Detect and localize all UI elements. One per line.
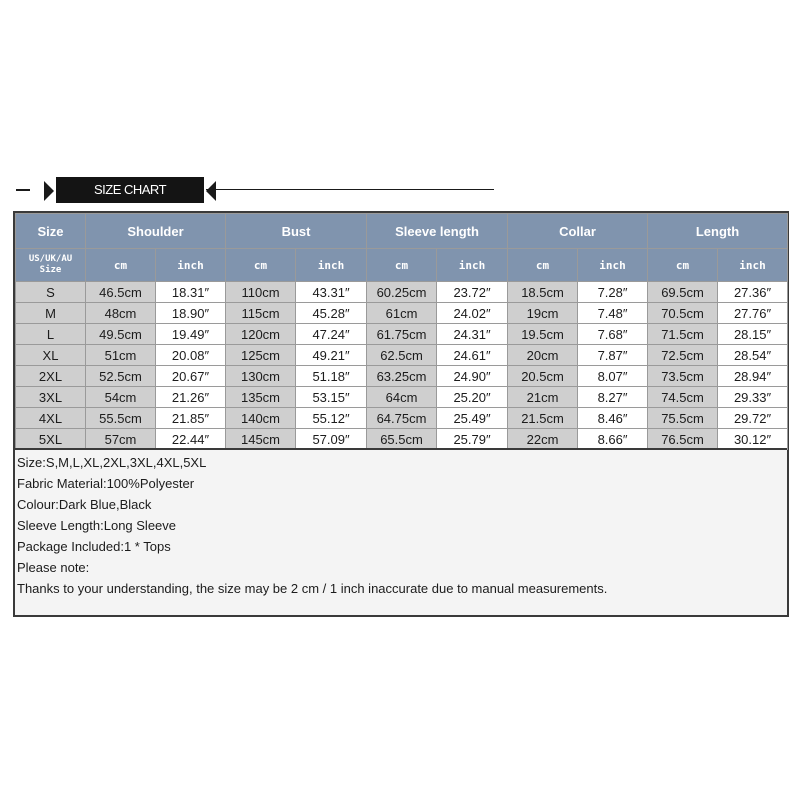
measurement-cell: 25.49″ <box>437 408 508 429</box>
measurement-cell: 19.49″ <box>156 324 226 345</box>
measurement-cell: 55.12″ <box>296 408 367 429</box>
unit-inch: inch <box>437 249 508 282</box>
table-unit-row <box>16 249 788 282</box>
measurement-cell: 24.31″ <box>437 324 508 345</box>
measurement-cell: 64cm <box>367 387 437 408</box>
unit-inch: inch <box>718 249 788 282</box>
measurement-cell: 18.31″ <box>156 282 226 303</box>
header-collar: Collar <box>508 214 648 249</box>
measurement-cell: 52.5cm <box>86 366 156 387</box>
unit-inch: inch <box>296 249 367 282</box>
note-line: Colour:Dark Blue,Black <box>17 497 152 512</box>
header-size-region: US/UK/AU Size <box>16 249 86 282</box>
note-line: Sleeve Length:Long Sleeve <box>17 518 177 533</box>
unit-inch: inch <box>156 249 226 282</box>
measurement-cell: 145cm <box>226 429 296 450</box>
measurement-cell: 57.09″ <box>296 429 367 450</box>
banner-arrow-left-icon <box>44 181 54 201</box>
header-length: Length <box>648 214 788 249</box>
measurement-cell: 53.15″ <box>296 387 367 408</box>
table-row <box>16 345 788 366</box>
note-line: Fabric Material:100%Polyester <box>17 476 195 491</box>
table-row <box>16 429 788 450</box>
measurement-cell: 72.5cm <box>648 345 718 366</box>
table-row <box>16 324 788 345</box>
measurement-cell: 64.75cm <box>367 408 437 429</box>
measurement-cell: 115cm <box>226 303 296 324</box>
measurement-cell: 70.5cm <box>648 303 718 324</box>
measurement-cell: 18.90″ <box>156 303 226 324</box>
table-body <box>16 282 788 450</box>
measurement-cell: 28.54″ <box>718 345 788 366</box>
measurement-cell: 25.20″ <box>437 387 508 408</box>
measurement-cell: 62.5cm <box>367 345 437 366</box>
measurement-cell: 28.94″ <box>718 366 788 387</box>
header-shoulder: Shoulder <box>86 214 226 249</box>
measurement-cell: 18.5cm <box>508 282 578 303</box>
note-line: Thanks to your understanding, the size may be 2 cm / 1 inch inaccurate due to manual measurements. <box>17 581 608 596</box>
unit-inch: inch <box>578 249 648 282</box>
measurement-cell: 7.28″ <box>578 282 648 303</box>
measurement-cell: 19.5cm <box>508 324 578 345</box>
measurement-cell: 23.72″ <box>437 282 508 303</box>
note-line: Package Included:1 * Tops <box>17 539 171 554</box>
measurement-cell: 61cm <box>367 303 437 324</box>
banner-title: SIZE CHART <box>56 177 204 203</box>
measurement-cell: 24.90″ <box>437 366 508 387</box>
size-label-cell: 4XL <box>16 408 86 429</box>
measurement-cell: 28.15″ <box>718 324 788 345</box>
unit-cm: cm <box>508 249 578 282</box>
unit-cm: cm <box>648 249 718 282</box>
measurement-cell: 21cm <box>508 387 578 408</box>
size-label-cell: S <box>16 282 86 303</box>
measurement-cell: 63.25cm <box>367 366 437 387</box>
banner-arrow-right-icon <box>206 181 216 201</box>
measurement-cell: 20.5cm <box>508 366 578 387</box>
measurement-cell: 8.07″ <box>578 366 648 387</box>
measurement-cell: 24.02″ <box>437 303 508 324</box>
measurement-cell: 135cm <box>226 387 296 408</box>
measurement-cell: 130cm <box>226 366 296 387</box>
measurement-cell: 19cm <box>508 303 578 324</box>
measurement-cell: 7.68″ <box>578 324 648 345</box>
measurement-cell: 21.85″ <box>156 408 226 429</box>
measurement-cell: 60.25cm <box>367 282 437 303</box>
table-row <box>16 387 788 408</box>
measurement-cell: 69.5cm <box>648 282 718 303</box>
measurement-cell: 49.5cm <box>86 324 156 345</box>
measurement-cell: 29.33″ <box>718 387 788 408</box>
measurement-cell: 30.12″ <box>718 429 788 450</box>
banner-rule <box>206 189 494 190</box>
unit-cm: cm <box>226 249 296 282</box>
measurement-cell: 7.87″ <box>578 345 648 366</box>
measurement-cell: 48cm <box>86 303 156 324</box>
measurement-cell: 22cm <box>508 429 578 450</box>
measurement-cell: 45.28″ <box>296 303 367 324</box>
header-sleeve-length: Sleeve length <box>367 214 508 249</box>
table-row <box>16 408 788 429</box>
measurement-cell: 65.5cm <box>367 429 437 450</box>
measurement-cell: 8.27″ <box>578 387 648 408</box>
unit-cm: cm <box>367 249 437 282</box>
measurement-cell: 24.61″ <box>437 345 508 366</box>
measurement-cell: 74.5cm <box>648 387 718 408</box>
size-chart-banner <box>16 176 486 206</box>
measurement-cell: 8.46″ <box>578 408 648 429</box>
measurement-cell: 21.5cm <box>508 408 578 429</box>
note-line: Size:S,M,L,XL,2XL,3XL,4XL,5XL <box>17 455 207 470</box>
measurement-cell: 20.67″ <box>156 366 226 387</box>
size-label-cell: XL <box>16 345 86 366</box>
unit-cm: cm <box>86 249 156 282</box>
measurement-cell: 51cm <box>86 345 156 366</box>
measurement-cell: 54cm <box>86 387 156 408</box>
table-row <box>16 282 788 303</box>
size-table <box>15 213 788 450</box>
measurement-cell: 21.26″ <box>156 387 226 408</box>
measurement-cell: 140cm <box>226 408 296 429</box>
measurement-cell: 57cm <box>86 429 156 450</box>
size-label-cell: 5XL <box>16 429 86 450</box>
measurement-cell: 20cm <box>508 345 578 366</box>
measurement-cell: 46.5cm <box>86 282 156 303</box>
measurement-cell: 22.44″ <box>156 429 226 450</box>
measurement-cell: 73.5cm <box>648 366 718 387</box>
header-size: Size <box>16 214 86 249</box>
measurement-cell: 7.48″ <box>578 303 648 324</box>
measurement-cell: 71.5cm <box>648 324 718 345</box>
banner-dash-left <box>16 189 30 191</box>
table-header-row <box>16 214 788 249</box>
table-row <box>16 303 788 324</box>
measurement-cell: 43.31″ <box>296 282 367 303</box>
measurement-cell: 25.79″ <box>437 429 508 450</box>
size-label-cell: 3XL <box>16 387 86 408</box>
measurement-cell: 47.24″ <box>296 324 367 345</box>
measurement-cell: 120cm <box>226 324 296 345</box>
measurement-cell: 110cm <box>226 282 296 303</box>
measurement-cell: 27.36″ <box>718 282 788 303</box>
measurement-cell: 55.5cm <box>86 408 156 429</box>
size-label-cell: 2XL <box>16 366 86 387</box>
measurement-cell: 49.21″ <box>296 345 367 366</box>
measurement-cell: 76.5cm <box>648 429 718 450</box>
measurement-cell: 125cm <box>226 345 296 366</box>
measurement-cell: 20.08″ <box>156 345 226 366</box>
header-bust: Bust <box>226 214 367 249</box>
measurement-cell: 61.75cm <box>367 324 437 345</box>
measurement-cell: 27.76″ <box>718 303 788 324</box>
product-notes <box>15 448 787 615</box>
size-label-cell: M <box>16 303 86 324</box>
measurement-cell: 51.18″ <box>296 366 367 387</box>
measurement-cell: 75.5cm <box>648 408 718 429</box>
measurement-cell: 29.72″ <box>718 408 788 429</box>
measurement-cell: 8.66″ <box>578 429 648 450</box>
table-row <box>16 366 788 387</box>
size-label-cell: L <box>16 324 86 345</box>
note-line: Please note: <box>17 560 90 575</box>
